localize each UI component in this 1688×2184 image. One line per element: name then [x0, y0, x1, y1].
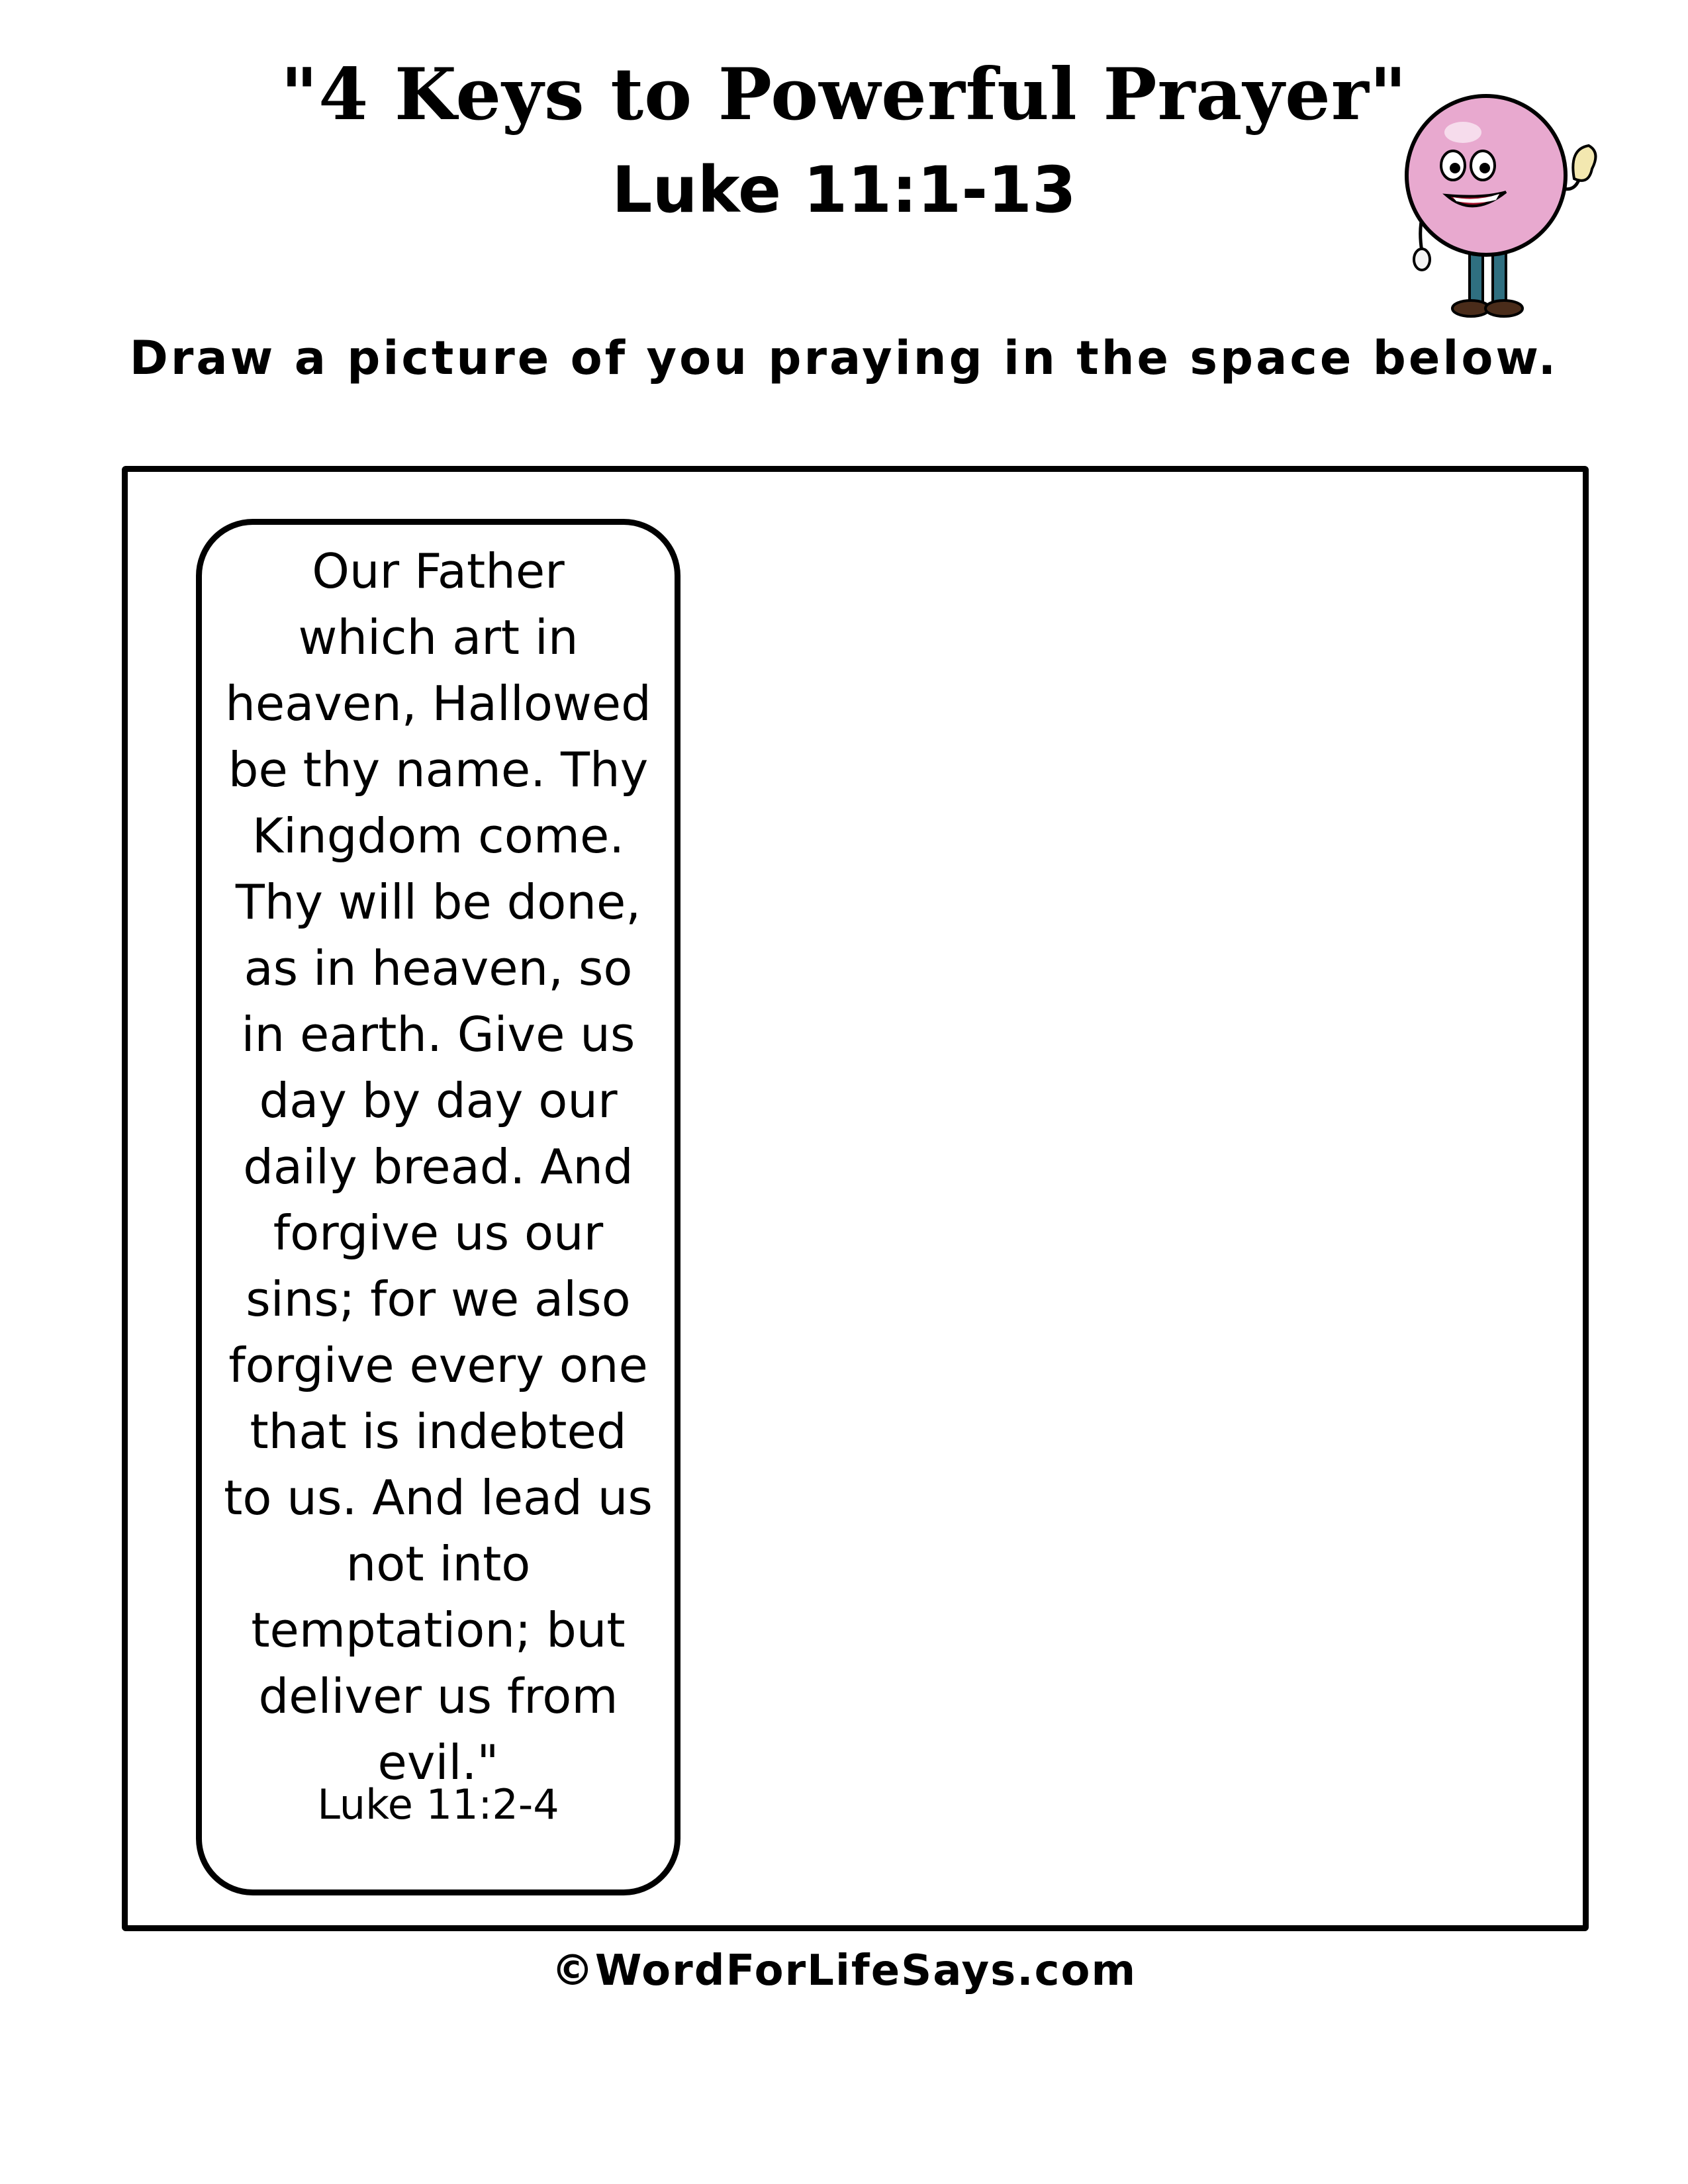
smiling-pink-ball-character-icon: [1390, 86, 1602, 338]
scripture-reference-heading: Luke 11:1-13: [612, 153, 1076, 227]
worksheet-title: "4 Keys to Powerful Prayer": [280, 53, 1408, 136]
lords-prayer-text: Our Father which art in heaven, Hallowed be thy name. Thy Kingdom come. Thy will be done, as in heaven, so in earth. Give us day by day our daily bread. And forgive us our sins; for we also forgive every one that is indebted to us. And lead us not into temptation; but deliver us from evil.": [224, 543, 653, 1790]
verse-reference: Luke 11:2-4: [317, 1780, 559, 1829]
verse-card: [196, 519, 680, 1895]
drawing-instruction: Draw a picture of you praying in the space below.: [129, 331, 1559, 385]
copyright-footer: ©WordForLifeSays.com: [551, 1946, 1137, 1995]
